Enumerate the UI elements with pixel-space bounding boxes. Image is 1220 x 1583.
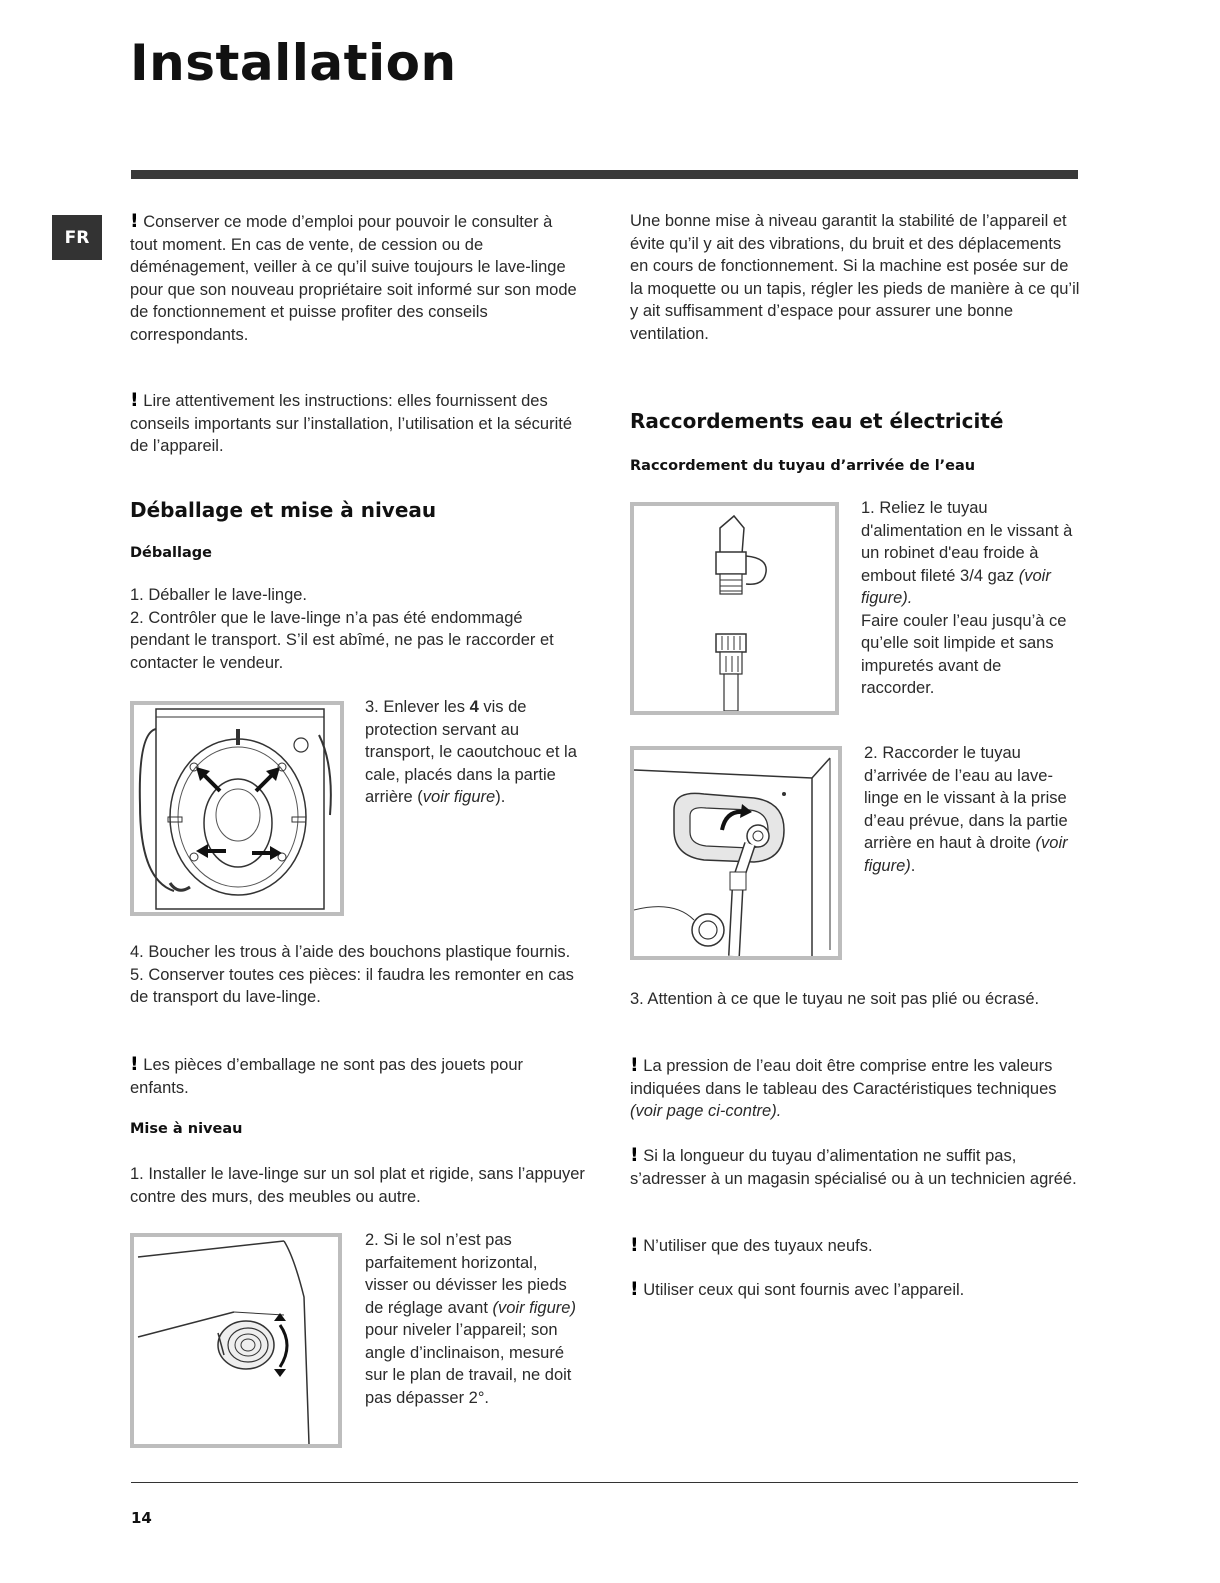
exclamation-icon: ! [630,1144,639,1166]
section-title-deballage: Déballage et mise à niveau [130,498,437,522]
deballage-steps-1-2: 1. Déballer le lave-linge. 2. Contrôler que le lave-linge n’a pas été endommagé pendant le transport. S’il est abîmé, ne pas le raccorder et contacter le vendeur. [130,586,554,672]
exclamation-icon: ! [630,1234,639,1256]
leveling-paragraph: Une bonne mise à niveau garantit la stabilité de l’appareil et évite qu’il y ait des vibrations, du bruit et des déplacements en cours de fonctionnement. Si la machine est posée sur de la moquette ou un tapis, régler les pieds de manière à ce qu’il y ait suffisamment d’espace pour assurer une bonne ventilation. [630,212,1080,343]
figure-tap-hose [630,502,839,715]
adjustable-foot-illustration [134,1237,338,1444]
figure-adjustable-foot [130,1233,342,1448]
page-title: Installation [130,34,457,92]
page-number: 14 [131,1509,152,1527]
warning-packaging: ! Les pièces d’emballage ne sont pas des jouets pour enfants. [130,1053,524,1097]
heading-water-inlet: Raccordement du tuyau d’arrivée de l’eau [630,458,976,474]
intro-warning-2: ! Lire attentivement les instructions: elles fournissent des conseils importants sur l’installation, l’utilisation et la sécurité de l’appareil. [130,389,573,455]
warning-new-hoses: ! N’utiliser que des tuyaux neufs. [630,1234,873,1256]
tap-hose-illustration [634,506,835,711]
language-badge: FR [52,215,102,260]
exclamation-icon: ! [630,1278,639,1300]
water-step-3: 3. Attention à ce que le tuyau ne soit pas plié ou écrasé. [630,990,1040,1008]
hose-connection-illustration [634,750,838,956]
water-step-2: 2. Raccorder le tuyau d’arrivée de l’eau au lave-linge en le vissant à la prise d’eau prévue, dans la partie arrière en haut à droite (voir figure). [864,744,1068,875]
figure-hose-connection [630,746,842,960]
title-rule [131,170,1078,179]
warning-pressure: ! La pression de l’eau doit être comprise entre les valeurs indiquées dans le tableau des Caractéristiques techniques (voir page ci-contre). [630,1054,1057,1120]
exclamation-icon: ! [130,389,139,411]
exclamation-icon: ! [130,210,139,232]
intro-warning-1: ! Conserver ce mode d’emploi pour pouvoir le consulter à tout moment. En cas de vente, de cession ou de déménagement, veiller à ce qu’il suive toujours le lave-linge pour que son nouveau propriétaire soit informé sur son mode de fonctionnement et puisse profiter des conseils correspondants. [130,210,577,344]
heading-deballage: Déballage [130,545,212,561]
deballage-steps-4-5: 4. Boucher les trous à l’aide des bouchons plastique fournis. 5. Conserver toutes ces pièces: il faudra les remonter en cas de transport du lave-linge. [130,943,574,1006]
mise-step-1: 1. Installer le lave-linge sur un sol plat et rigide, sans l’appuyer contre des murs, des meubles ou autre. [130,1165,585,1206]
exclamation-icon: ! [130,1053,139,1075]
heading-mise-a-niveau: Mise à niveau [130,1121,243,1137]
deballage-step-3: 3. Enlever les 4 vis de protection servant au transport, le caoutchouc et la cale, placés dans la partie arrière (voir figure). [365,698,577,806]
section-title-raccordements: Raccordements eau et électricité [630,409,1004,433]
water-step-1: 1. Reliez le tuyau d'alimentation en le vissant à un robinet d'eau froide à embout fileté 3/4 gaz (voir figure). Faire couler l’eau jusqu’à ce qu’elle soit limpide et sans impuretés avant de raccorder. [861,499,1073,697]
exclamation-icon: ! [630,1054,639,1076]
figure-transport-screws [130,701,344,916]
warning-supplied-hoses: ! Utiliser ceux qui sont fournis avec l’appareil. [630,1278,965,1300]
washer-rear-illustration [134,705,340,912]
footer-rule [131,1482,1078,1483]
warning-hose-length: ! Si la longueur du tuyau d’alimentation ne suffit pas, s’adresser à un magasin spécialisé ou à un technicien agréé. [630,1144,1077,1188]
mise-step-2: 2. Si le sol n’est pas parfaitement horizontal, visser ou dévisser les pieds de réglage avant (voir figure) pour niveler l’appareil; son angle d’inclinaison, mesuré sur le plan de travail, ne doit pas dépasser 2°. [365,1231,576,1407]
